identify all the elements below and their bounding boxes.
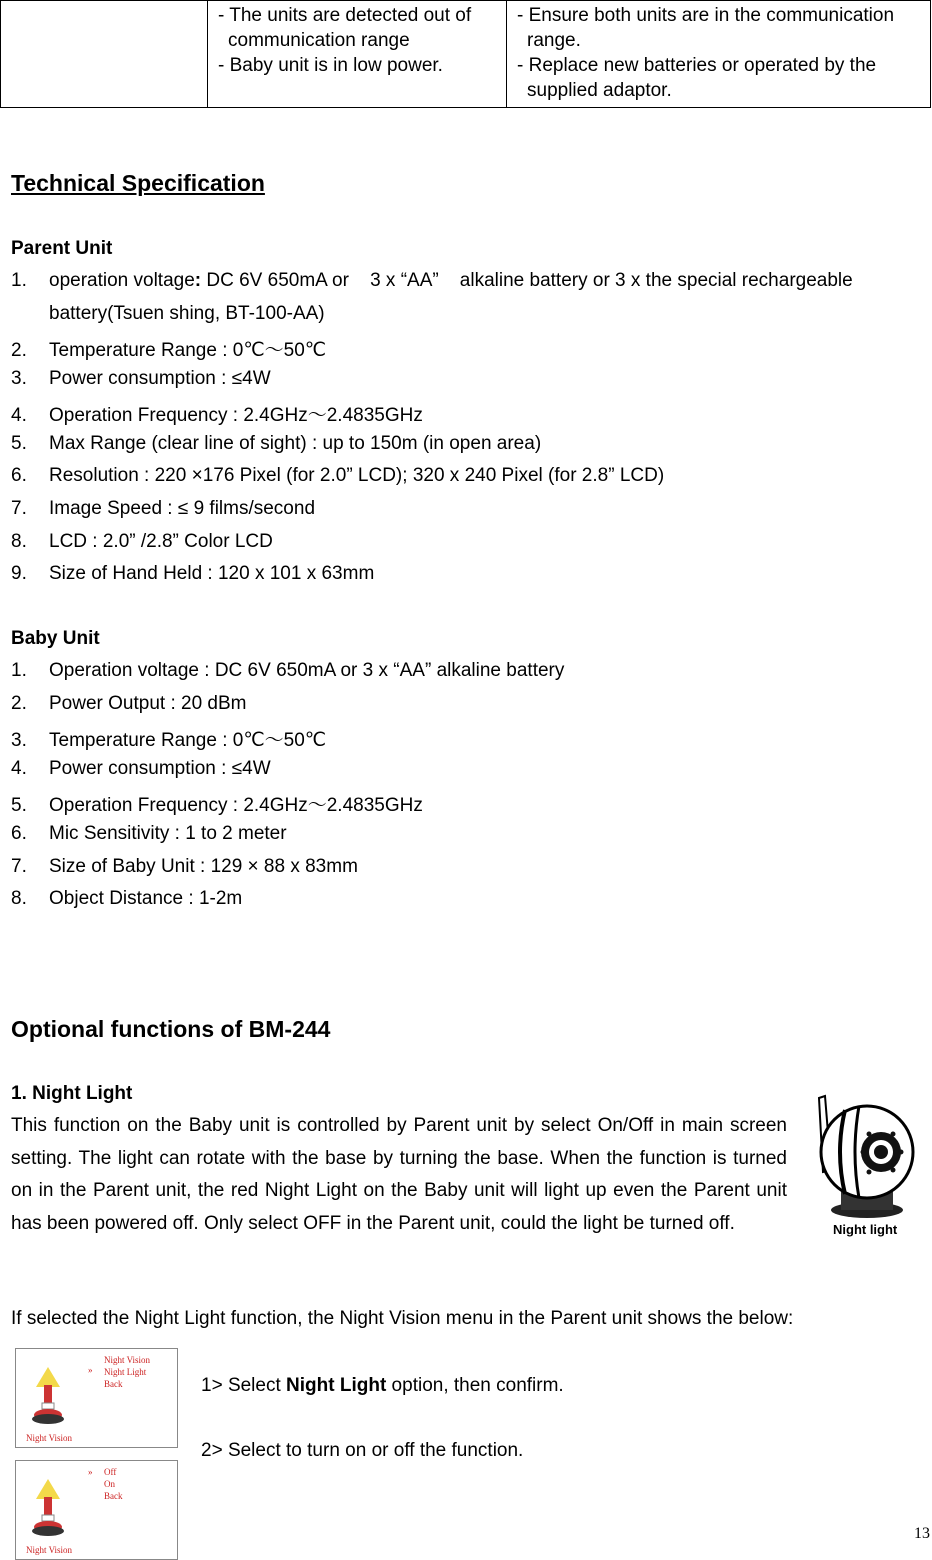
item-text: Resolution : 220 ×176 Pixel (for 2.0” LCD); 320 x 240 Pixel (for 2.8” LCD) xyxy=(49,465,665,487)
step-1-bold: Night Light xyxy=(286,1375,387,1396)
item-number: 4. xyxy=(11,757,27,779)
step-2: 2> Select to turn on or off the function. xyxy=(201,1440,524,1461)
spec-list-item xyxy=(11,400,423,427)
item-number: 7. xyxy=(11,855,27,877)
menu-option[interactable]: On xyxy=(104,1479,115,1489)
step-1-prefix: 1> Select xyxy=(201,1375,287,1396)
item-text: Image Speed : ≤ 9 films/second xyxy=(49,498,316,519)
menu-option[interactable]: Back xyxy=(104,1379,123,1389)
spec-list-item xyxy=(11,465,664,487)
item-text: Object Distance : 1-2m xyxy=(49,888,243,910)
menu-option[interactable]: Night Vision xyxy=(104,1355,151,1365)
spec-list-item xyxy=(11,758,271,780)
item-number: 1. xyxy=(11,270,27,291)
item-number: 8. xyxy=(11,530,27,552)
tech-spec-heading: Technical Specification xyxy=(11,170,265,196)
item-text: Operation Frequency : 2.4GHz～2.4835GHz xyxy=(49,795,423,817)
night-vision-menu-intro: If selected the Night Light function, the Night Vision menu in the Parent unit shows the below: xyxy=(11,1308,794,1329)
item-text: Operation Frequency : 2.4GHz～2.4835GHz xyxy=(49,405,423,427)
night-light-onoff-menu-screenshot xyxy=(15,1460,178,1560)
cause-line: - Baby unit is in low power. xyxy=(218,55,443,76)
item-colon: : xyxy=(194,270,202,291)
item-text: DC 6V 650mA or 3 x “AA” alkaline battery or 3 x the special rechargeable xyxy=(201,270,853,291)
solution-cell xyxy=(507,1,931,108)
page-number: 13 xyxy=(914,1525,930,1542)
item-text: LCD : 2.0” /2.8” Color LCD xyxy=(49,530,273,552)
item-text: Size of Hand Held : 120 x 101 x 63mm xyxy=(49,563,375,585)
item-number: 4. xyxy=(11,405,27,427)
menu-footer: Night Vision xyxy=(26,1433,73,1443)
menu-option[interactable]: Back xyxy=(104,1491,123,1501)
spec-list-item xyxy=(11,563,374,585)
item-number: 3. xyxy=(11,367,27,389)
night-vision-menu-screenshot xyxy=(15,1348,178,1448)
spec-list-item xyxy=(11,433,541,455)
item-text: Operation voltage : DC 6V 650mA or 3 x “AA” alkaline battery xyxy=(49,660,565,681)
cause-cell xyxy=(208,1,507,108)
item-number: 6. xyxy=(11,465,27,487)
problem-cell xyxy=(1,1,208,108)
cause-line: - The units are detected out of communication range xyxy=(218,5,472,51)
item-number: 1. xyxy=(11,660,27,681)
spec-list-item xyxy=(11,368,271,390)
item-text: Max Range (clear line of sight) : up to 150m (in open area) xyxy=(49,432,542,454)
item-number: 8. xyxy=(11,888,27,910)
item-text: Temperature Range : 0℃～50℃ xyxy=(49,340,327,361)
menu-cursor: » xyxy=(88,1365,93,1375)
item-number: 6. xyxy=(11,823,27,844)
menu-option[interactable]: Off xyxy=(104,1467,117,1477)
item-number: 2. xyxy=(11,340,27,361)
item-text: Power Output : 20 dBm xyxy=(49,692,247,714)
menu-footer: Night Vision xyxy=(26,1545,73,1555)
baby-camera-icon xyxy=(805,1090,923,1220)
item-number: 7. xyxy=(11,498,27,519)
menu-cursor: » xyxy=(88,1467,93,1477)
troubleshooting-table xyxy=(0,0,931,108)
solution-line: - Replace new batteries or operated by the supplied adaptor. xyxy=(517,55,877,101)
spec-list-item xyxy=(11,660,564,682)
menu-option[interactable]: Night Light xyxy=(104,1367,147,1377)
baby-unit-heading: Baby Unit xyxy=(11,628,100,649)
item-text: Size of Baby Unit : 129 × 88 x 83mm xyxy=(49,855,358,877)
night-light-heading: 1. Night Light xyxy=(11,1083,133,1104)
spec-list-item xyxy=(11,856,358,878)
item-text: Power consumption : ≤4W xyxy=(49,757,271,779)
spec-list-item xyxy=(11,888,242,910)
spec-list-item xyxy=(11,790,423,817)
night-light-lamp-icon xyxy=(28,1367,68,1425)
item-number: 5. xyxy=(11,432,27,454)
item-number: 9. xyxy=(11,563,27,585)
spec-list-item xyxy=(11,335,326,362)
item-label: operation voltage xyxy=(49,270,195,291)
spec-list-item xyxy=(11,693,247,715)
camera-caption: Night light xyxy=(833,1222,898,1237)
night-light-description: This function on the Baby unit is controlled by Parent unit by select On/Off in main screen setting. The light can rotate with the base by turning the base. When the function is turned on in the Parent unit, the red Night Light on the Baby unit will light up even the Parent unit has been powered off. Only select OFF in the Parent unit, could the light be turned off. xyxy=(11,1115,787,1234)
spec-list-item xyxy=(11,531,273,553)
optional-functions-heading: Optional functions of BM-244 xyxy=(11,1016,331,1042)
item-text: Mic Sensitivity : 1 to 2 meter xyxy=(49,823,287,844)
item-number: 2. xyxy=(11,692,27,714)
step-1-suffix: option, then confirm. xyxy=(386,1375,564,1396)
spec-list-item xyxy=(11,498,315,520)
spec-list-item xyxy=(11,823,287,845)
parent-unit-heading: Parent Unit xyxy=(11,238,113,259)
parent-item-1 xyxy=(11,270,853,292)
night-light-lamp-icon xyxy=(28,1479,68,1537)
table-row xyxy=(1,1,931,108)
parent-item-1-continued: battery(Tsuen shing, BT-100-AA) xyxy=(49,303,325,324)
solution-line: - Ensure both units are in the communication range. xyxy=(517,5,895,51)
item-number: 3. xyxy=(11,730,27,752)
baby-camera-image xyxy=(805,1090,923,1246)
item-text: Temperature Range : 0℃～50℃ xyxy=(49,730,327,752)
step-1 xyxy=(201,1375,564,1397)
spec-list-item xyxy=(11,725,326,752)
item-text: Power consumption : ≤4W xyxy=(49,367,271,389)
item-number: 5. xyxy=(11,795,27,817)
